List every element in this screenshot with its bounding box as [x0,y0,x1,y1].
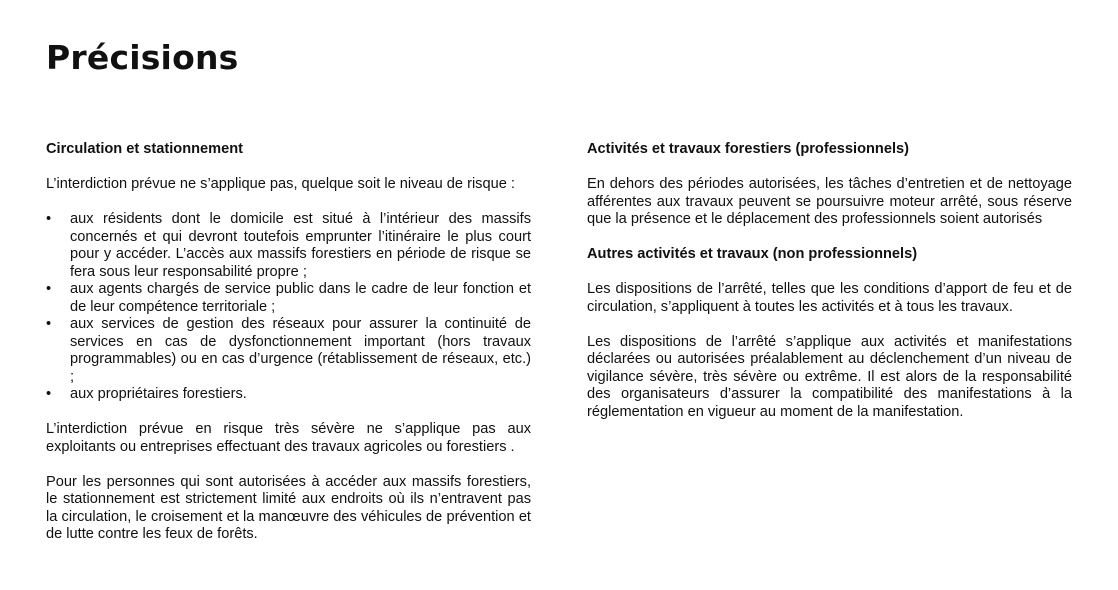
list-item-text: aux agents chargés de service public dans le cadre de leur fonction et de leur compétence territoriale ; [70,281,531,315]
bullet-icon: • [46,211,52,227]
list-item-text: aux propriétaires forestiers. [70,386,247,402]
intro-paragraph: L’interdiction prévue ne s’applique pas, quelque soit le niveau de risque : [46,176,515,192]
bullet-icon: • [46,281,52,297]
bullet-icon: • [46,386,52,402]
section-heading-non-pro: Autres activités et travaux (non professionnels) [587,246,918,262]
section-heading-forestry-pro: Activités et travaux forestiers (professionnels) [587,141,909,157]
forestry-pro-paragraph: En dehors des périodes autorisées, les tâches d’entretien et de nettoyage afférentes aux travaux peuvent se poursuivre moteur arrêté, sous réserve que la présence et le déplacement des professionnels soient autorisés [587,176,1072,227]
spacer [587,316,1072,334]
exemption-list [46,211,531,404]
spacer [587,264,1072,282]
parking-paragraph: Pour les personnes qui sont autorisées à accéder aux massifs forestiers, le stationnement est strictement limité aux endroits où ils n’entravent pas la circulation, le croisement et la manœuvre des véhicules de prévention et de lutte contre les feux de forêts. [46,473,531,542]
spacer [46,404,531,422]
bullet-icon: • [46,316,52,332]
severe-risk-paragraph: L’interdiction prévue en risque très sévère ne s’applique pas aux exploitants ou entreprises effectuant des travaux agricoles ou forestiers . [46,421,531,455]
non-pro-paragraph: Les dispositions de l’arrêté, telles que les conditions d’apport de feu et de circulation, s’appliquent à toutes les activités et à tous les travaux. [587,281,1072,315]
spacer [46,159,531,177]
right-column [587,141,1072,421]
list-item [46,211,531,281]
spacer [46,456,531,474]
events-paragraph: Les dispositions de l’arrêté s’applique aux activités et manifestations déclarées ou autorisées préalablement au déclenchement d’un niveau de vigilance sévère, très sévère ou extrême. Il est alors de la responsabilité des organisateurs d’assurer la compatibilité des manifestations à la réglementation en vigueur au moment de la manifestation. [587,333,1072,420]
left-column [46,141,531,544]
list-item [46,281,531,316]
page-title: Précisions [46,38,239,77]
list-item-text: aux résidents dont le domicile est situé à l’intérieur des massifs concernés et qui devront toutefois emprunter l’itinéraire le plus court pour y accéder. L’accès aux massifs forestiers en période de risque se fera sous leur responsabilité propre ; [70,211,531,280]
list-item-text: aux services de gestion des réseaux pour assurer la continuité de services en cas de dysfonctionnement important (hors travaux programmables) ou en cas d’urgence (rétablissement de réseaux, etc.) ; [70,316,531,385]
list-item [46,386,531,404]
spacer [587,159,1072,177]
list-item [46,316,531,386]
section-heading-circulation: Circulation et stationnement [46,141,244,157]
spacer [587,229,1072,247]
spacer [46,194,531,212]
